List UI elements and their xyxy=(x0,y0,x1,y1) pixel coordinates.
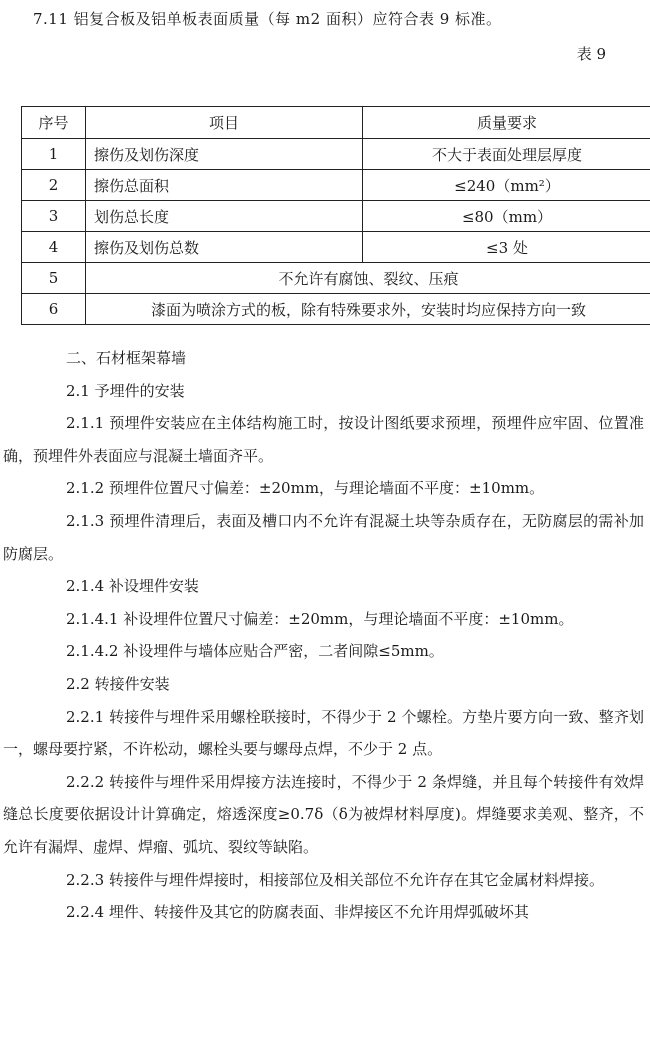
table-row xyxy=(22,170,650,201)
paragraph: 2.2.1 转接件与埋件采用螺栓联接时，不得少于 2 个螺栓。方垫片要方向一致、整齐划一，螺母要拧紧，不许松动，螺栓头要与螺母点焊，不少于 2 点。 xyxy=(3,707,644,759)
table-header-row xyxy=(22,107,650,139)
paragraph: 2.1.2 预埋件位置尺寸偏差：±20mm，与理论墙面不平度：±10mm。 xyxy=(66,479,545,498)
row-no: 1 xyxy=(22,139,86,170)
row-no: 2 xyxy=(22,170,86,201)
paragraph: 2.1.4 补设埋件安装 xyxy=(66,577,199,596)
table-row xyxy=(22,201,650,232)
row-item: 划伤总长度 xyxy=(86,201,363,232)
row-merged-text: 漆面为喷涂方式的板，除有特殊要求外，安装时均应保持方向一致 xyxy=(86,294,650,325)
header-item: 项目 xyxy=(86,107,363,139)
paragraph: 2.1.3 预埋件清理后，表面及槽口内不允许有混凝土块等杂质存在，无防腐层的需补加防腐层。 xyxy=(3,511,644,563)
row-requirement: ≤240（mm²） xyxy=(363,170,650,201)
subsection-heading: 2.2 转接件安装 xyxy=(66,674,170,693)
body-text xyxy=(0,342,650,929)
row-requirement: 不大于表面处理层厚度 xyxy=(363,139,650,170)
row-merged-text: 不允许有腐蚀、裂纹、压痕 xyxy=(86,263,650,294)
paragraph: 2.2.3 转接件与埋件焊接时，相接部位及相关部位不允许存在其它金属材料焊接。 xyxy=(66,870,604,889)
row-no: 5 xyxy=(22,263,86,294)
header-requirement: 质量要求 xyxy=(363,107,650,139)
quality-table xyxy=(21,106,650,325)
table-row xyxy=(22,294,650,325)
row-item: 擦伤及划伤深度 xyxy=(86,139,363,170)
table-caption: 表 9 xyxy=(576,45,606,63)
row-requirement: ≤3 处 xyxy=(363,232,650,263)
row-no: 6 xyxy=(22,294,86,325)
table-row xyxy=(22,232,650,263)
paragraph: 2.1.4.1 补设埋件位置尺寸偏差：±20mm，与理论墙面不平度：±10mm。 xyxy=(66,609,574,628)
row-no: 3 xyxy=(22,201,86,232)
table-row xyxy=(22,139,650,170)
row-no: 4 xyxy=(22,232,86,263)
row-requirement: ≤80（mm） xyxy=(363,201,650,232)
subsection-heading: 二、石材框架幕墙 xyxy=(66,349,187,367)
section-heading: 7.11 铝复合板及铝单板表面质量（每 m2 面积）应符合表 9 标准。 xyxy=(33,10,502,28)
table-row xyxy=(22,263,650,294)
header-no: 序号 xyxy=(22,107,86,139)
row-item: 擦伤及划伤总数 xyxy=(86,232,363,263)
paragraph: 2.2.2 转接件与埋件采用焊接方法连接时，不得少于 2 条焊缝，并且每个转接件有效焊缝总长度要依据设计计算确定，熔透深度≥0.7δ（δ为被焊材料厚度)。焊缝要求美观、整齐，不允许有漏焊、虚焊、焊瘤、弧坑、裂纹等缺陷。 xyxy=(3,772,644,856)
paragraph: 2.2.4 埋件、转接件及其它的防腐表面、非焊接区不允许用焊弧破坏其 xyxy=(66,903,529,922)
row-item: 擦伤总面积 xyxy=(86,170,363,201)
subsection-heading: 2.1 予埋件的安装 xyxy=(66,381,185,400)
paragraph: 2.1.1 预埋件安装应在主体结构施工时，按设计图纸要求预埋，预埋件应牢固、位置准确，预埋件外表面应与混凝土墙面齐平。 xyxy=(3,414,644,465)
paragraph: 2.1.4.2 补设埋件与墙体应贴合严密，二者间隙≤5mm。 xyxy=(66,642,444,661)
